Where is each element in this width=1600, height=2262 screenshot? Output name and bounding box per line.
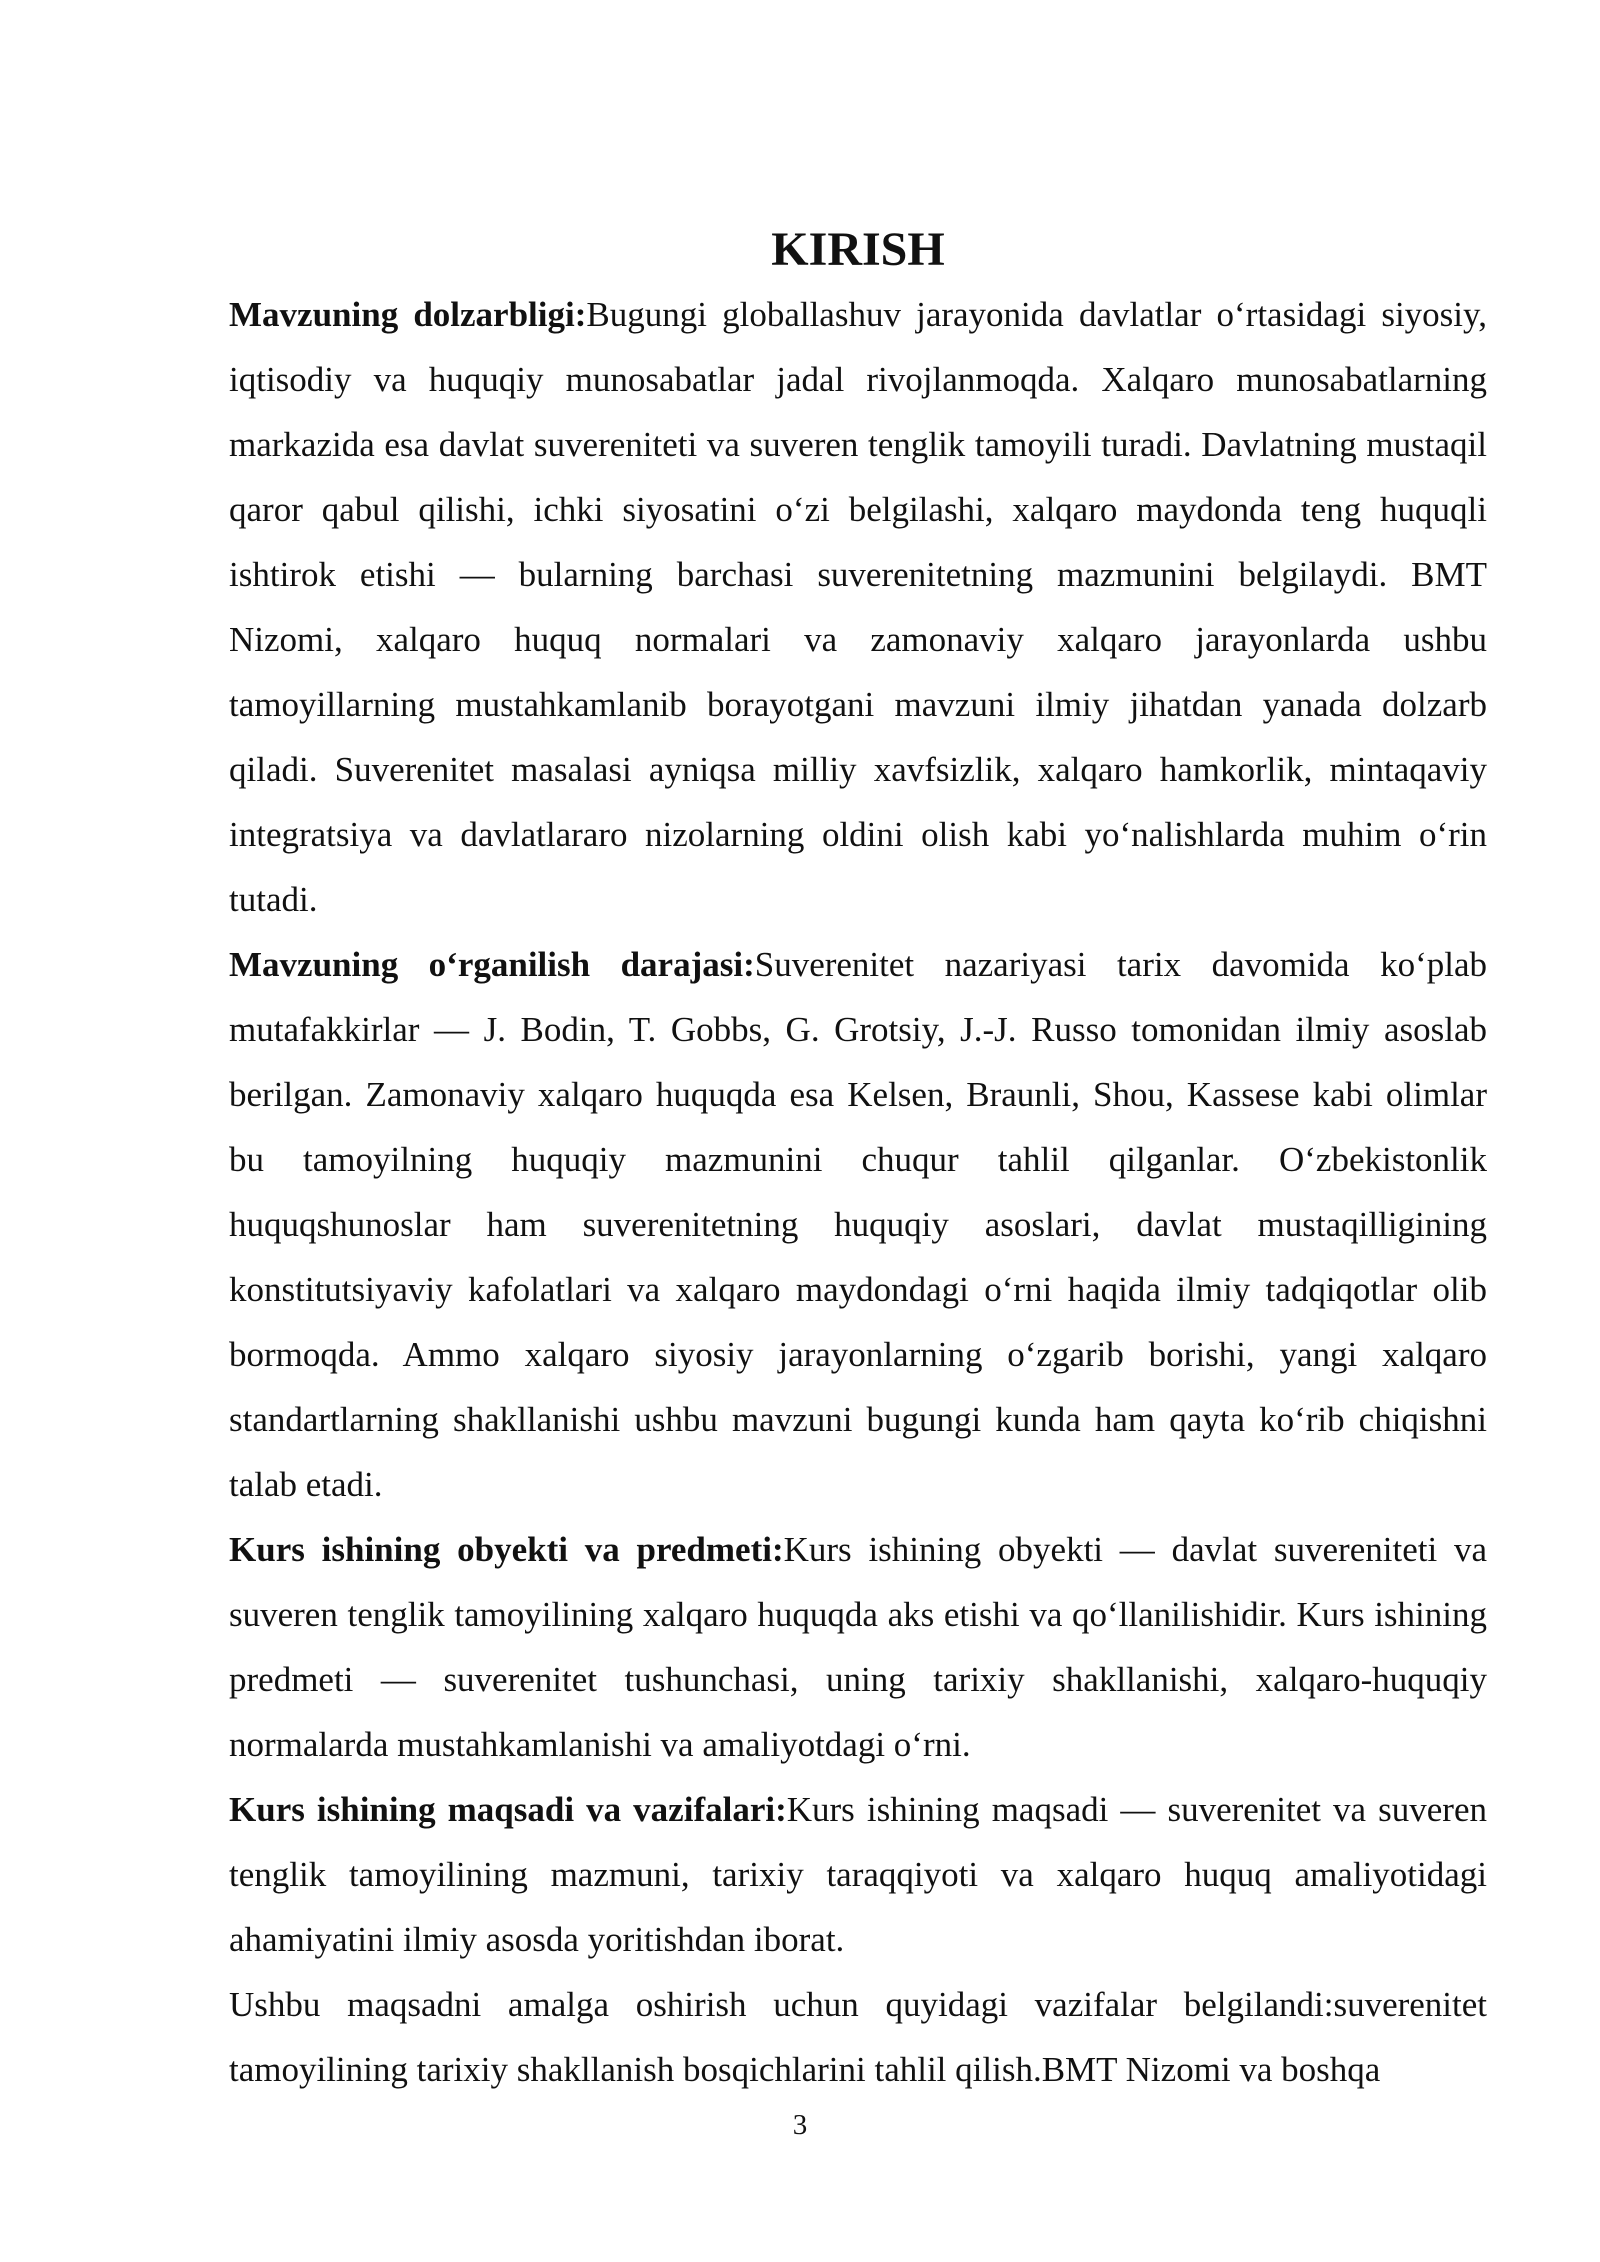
paragraph-object-subject	[229, 1517, 1487, 1777]
paragraph-relevance	[229, 282, 1487, 932]
paragraph-text: Ushbu maqsadni amalga oshirish uchun quyidagi vazifalar belgilandi:suverenitet tamoyilining tarixiy shakllanish bosqichlarini tahlil qilish.BMT Nizomi va boshqa	[229, 1985, 1487, 2089]
paragraph-label: Mavzuning dolzarbligi:	[229, 295, 587, 334]
page-heading: KIRISH	[771, 223, 945, 276]
paragraph-text: Suverenitet nazariyasi tarix davomida koʻplab mutafakkirlar — J. Bodin, T. Gobbs, G. Grotsiy, J.-J. Russo tomonidan ilmiy asoslab berilgan. Zamonaviy xalqaro huquqda esa Kelsen, Braunli, Shou, Kassese kabi olimlar bu tamoyilning huquqiy mazmunini chuqur tahlil qilganlar. Oʻzbekistonlik huquqshunoslar ham suverenitetning huquqiy asoslari, davlat mustaqilligining konstitutsiyaviy kafolatlari va xalqaro maydondagi oʻrni haqida ilmiy tadqiqotlar olib bormoqda. Ammo xalqaro siyosiy jarayonlarning oʻzgarib borishi, yangi xalqaro standartlarning shakllanishi ushbu mavzuni bugungi kunda ham qayta koʻrib chiqishni talab etadi.	[229, 945, 1487, 1504]
paragraph-text: Bugungi globallashuv jarayonida davlatlar oʻrtasidagi siyosiy, iqtisodiy va huquqiy munosabatlar jadal rivojlanmoqda. Xalqaro munosabatlarning markazida esa davlat suvereniteti va suveren tenglik tamoyili turadi. Davlatning mustaqil qaror qabul qilishi, ichki siyosatini oʻzi belgilashi, xalqaro maydonda teng huquqli ishtirok etishi — bularning barchasi suverenitetning mazmunini belgilaydi. BMT Nizomi, xalqaro huquq normalari va zamonaviy xalqaro jarayonlarda ushbu tamoyillarning mustahkamlanib borayotgani mavzuni ilmiy jihatdan yanada dolzarb qiladi. Suverenitet masalasi ayniqsa milliy xavfsizlik, xalqaro hamkorlik, mintaqaviy integratsiya va davlatlararo nizolarning oldini olish kabi yoʻnalishlarda muhim oʻrin tutadi.	[229, 295, 1487, 919]
paragraph-label: Mavzuning oʻrganilish darajasi:	[229, 945, 755, 984]
paragraph-text: Kurs ishining obyekti — davlat suvereniteti va suveren tenglik tamoyilining xalqaro huquqda aks etishi va qoʻllanilishidir. Kurs ishining predmeti — suverenitet tushunchasi, uning tarixiy shakllanishi, xalqaro-huquqiy normalarda mustahkamlanishi va amaliyotdagi oʻrni.	[229, 1530, 1487, 1764]
page-content	[229, 218, 1487, 2102]
paragraph-study-level	[229, 932, 1487, 1517]
paragraph-tasks-list	[229, 1972, 1487, 2102]
paragraph-label: Kurs ishining obyekti va predmeti:	[229, 1530, 784, 1569]
paragraph-text: Kurs ishining maqsadi — suverenitet va suveren tenglik tamoyilining mazmuni, tarixiy taraqqiyoti va xalqaro huquq amaliyotidagi ahamiyatini ilmiy asosda yoritishdan iborat.	[229, 1790, 1487, 1959]
paragraph-goal-tasks	[229, 1777, 1487, 1972]
page-number: 3	[792, 2109, 808, 2141]
paragraph-label: Kurs ishining maqsadi va vazifalari:	[229, 1790, 787, 1829]
